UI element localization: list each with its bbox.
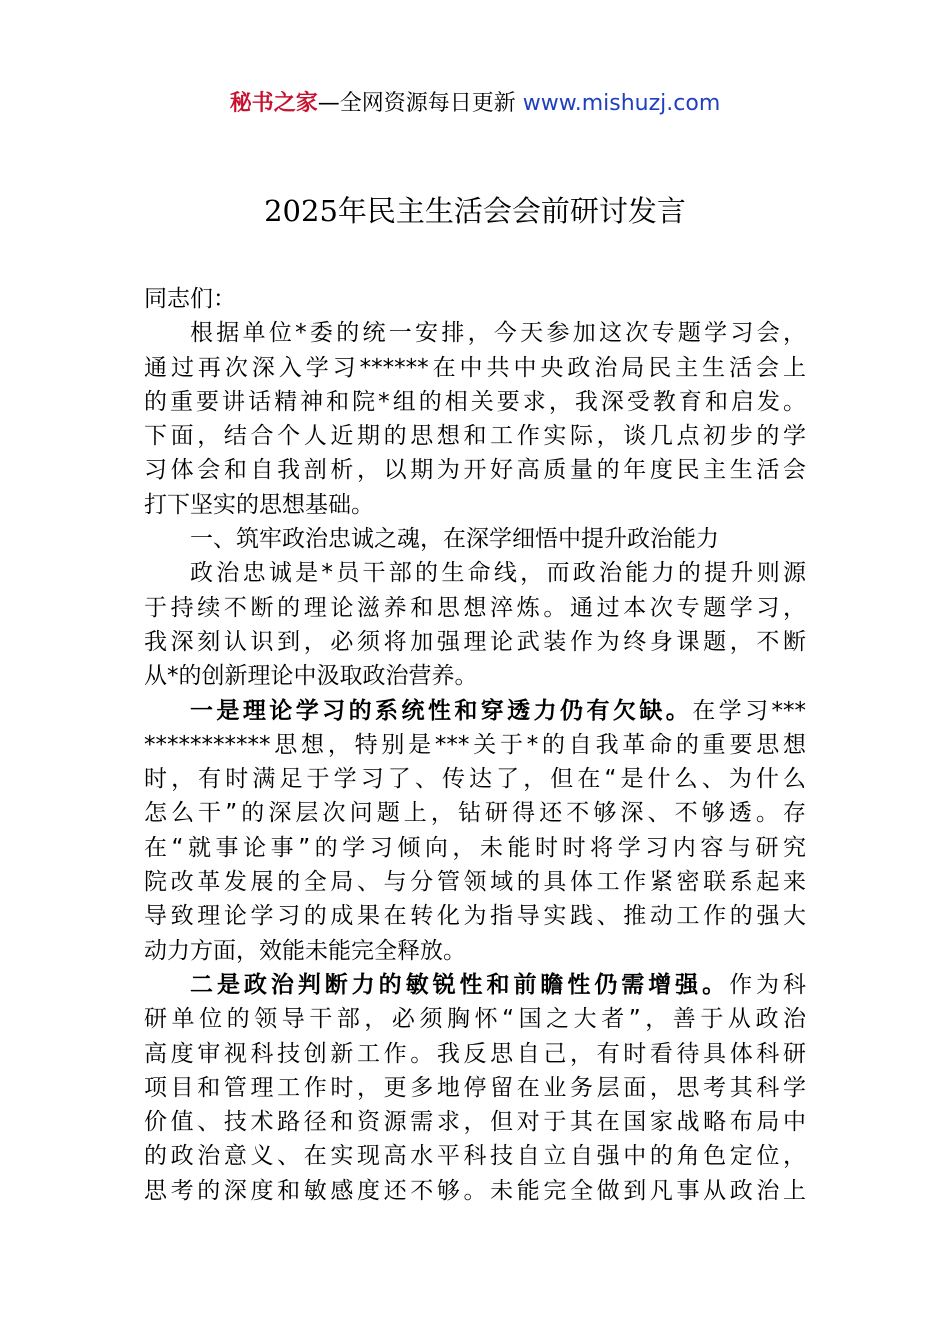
brand-name: 秘书之家 xyxy=(229,91,318,116)
paragraph-line: 院改革发展的全局、与分管领域的具体工作紧密联系起来 xyxy=(144,869,806,896)
paragraph-line: 在“就事论事”的学习倾向，未能时时将学习内容与研究 xyxy=(144,834,806,861)
site-header xyxy=(0,88,950,120)
paragraph-line: 怎么干”的深层次问题上，钻研得还不够深、不够透。存 xyxy=(144,800,806,827)
site-url-link[interactable]: www.mishuzj.com xyxy=(522,91,721,116)
paragraph-line: 思考的深度和敏感度还不够。未能完全做到凡事从政治上 xyxy=(144,1177,806,1204)
bold-point-heading: 一是理论学习的系统性和穿透力仍有欠缺。 xyxy=(190,697,693,724)
paragraph-line: 我深刻认识到，必须将加强理论武装作为终身课题，不断 xyxy=(144,628,806,655)
paragraph-line: 高度审视科技创新工作。我反思自己，有时看待具体科研 xyxy=(144,1040,806,1067)
paragraph-line: 的重要讲话精神和院*组的相关要求，我深受教育和启发。 xyxy=(144,388,806,415)
paragraph-line: 根据单位*委的统一安排，今天参加这次专题学习会， xyxy=(190,320,806,347)
paragraph-line: 时，有时满足于学习了、传达了，但在“是什么、为什么 xyxy=(144,766,806,793)
paragraph-line: 导致理论学习的成果在转化为指导实践、推动工作的强大 xyxy=(144,903,806,930)
section-heading: 一、筑牢政治忠诚之魂，在深学细悟中提升政治能力 xyxy=(190,526,719,553)
paragraph-line: 价值、技术路径和资源需求，但对于其在国家战略布局中 xyxy=(144,1109,806,1136)
document-body xyxy=(144,282,806,1208)
paragraph-line: 的政治意义、在实现高水平科技自立自强中的角色定位， xyxy=(144,1143,806,1170)
paragraph-line: 打下坚实的思想基础。 xyxy=(144,491,374,518)
paragraph-line: 项目和管理工作时，更多地停留在业务层面，思考其科学 xyxy=(144,1074,806,1101)
paragraph-line: 习体会和自我剖析，以期为开好高质量的年度民主生活会 xyxy=(144,457,806,484)
paragraph-line: ***********思想，特别是***关于*的自我革命的重要思想 xyxy=(144,731,806,758)
bold-point-heading: 二是政治判断力的敏锐性和前瞻性仍需增强。 xyxy=(190,971,730,998)
paragraph-line: 政治忠诚是*员干部的生命线，而政治能力的提升则源 xyxy=(190,560,806,587)
paragraph-line: 下面，结合个人近期的思想和工作实际，谈几点初步的学 xyxy=(144,423,806,450)
paragraph-line xyxy=(144,694,806,728)
header-tagline: —全网资源每日更新 xyxy=(317,91,523,116)
paragraph-text: 作为科 xyxy=(729,971,806,998)
paragraph-line: 通过再次深入学习******在中共中央政治局民主生活会上 xyxy=(144,354,806,381)
paragraph-line xyxy=(144,968,806,1002)
paragraph-line: 动力方面，效能未能完全释放。 xyxy=(144,937,466,964)
paragraph-line: 从*的创新理论中汲取政治营养。 xyxy=(144,663,478,690)
salutation: 同志们： xyxy=(144,286,236,312)
paragraph-line: 研单位的领导干部，必须胸怀“国之大者”，善于从政治 xyxy=(144,1006,806,1033)
paragraph-text: 在学习*** xyxy=(692,697,806,724)
document-title: 2025年民主生活会会前研讨发言 xyxy=(264,194,686,228)
paragraph-line: 于持续不断的理论滋养和思想淬炼。通过本次专题学习， xyxy=(144,594,806,621)
